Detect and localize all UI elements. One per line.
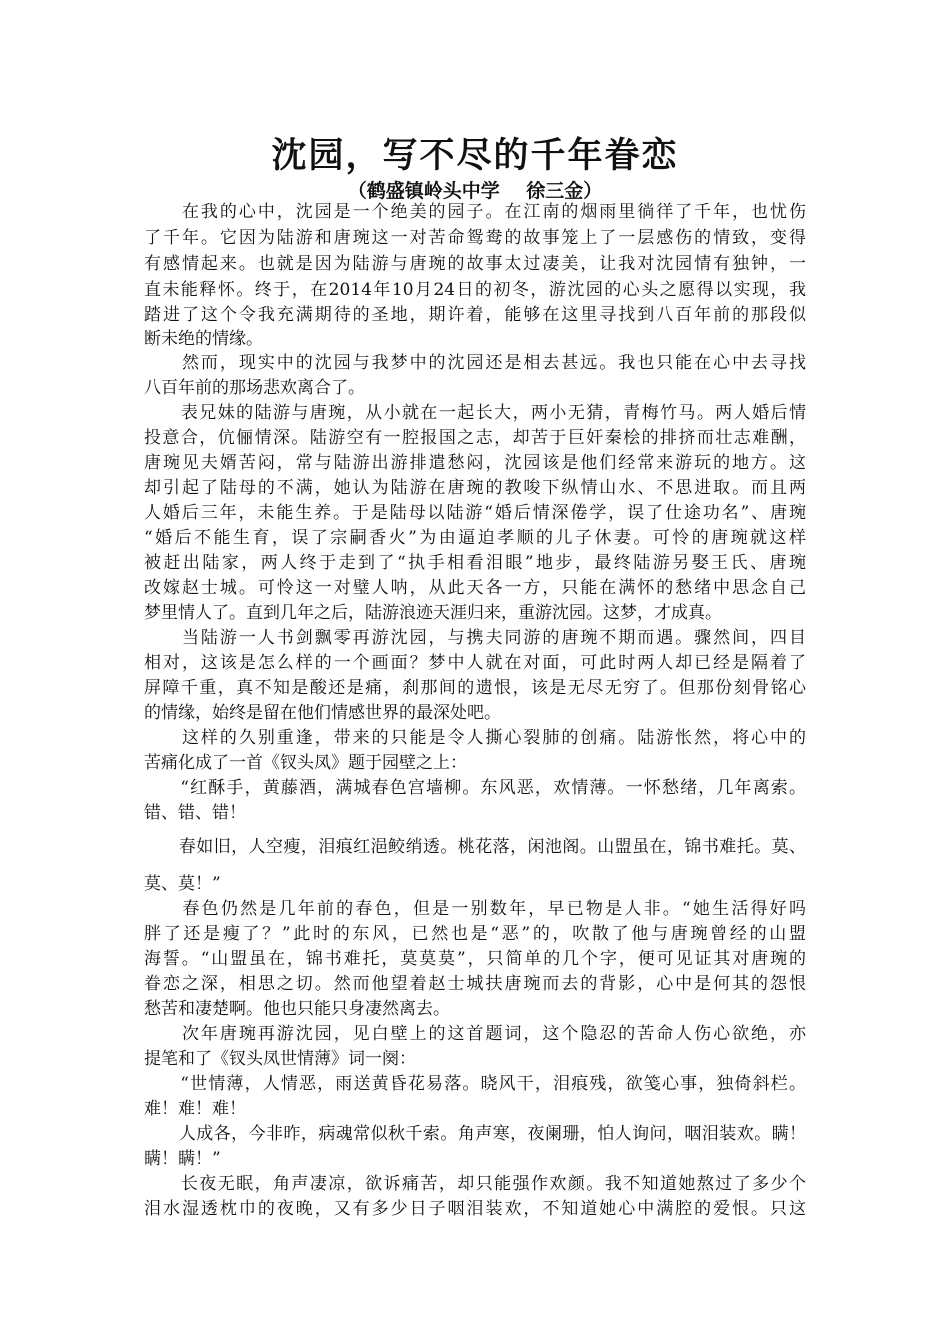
- body-line: 表兄妹的陆游与唐琬，从小就在一起长大，两小无猜，青梅竹马。两人婚后情: [144, 403, 806, 423]
- body-line: 屏障千重，真不知是酸还是痛，刹那间的遗恨，该是无尽无穷了。但那份刻骨铭心: [144, 678, 806, 698]
- body-line: 瞒！瞒！”: [144, 1149, 221, 1169]
- body-line: 有感情起来。也就是因为陆游与唐琬的故事太过凄美，让我对沈园情有独钟，一: [144, 254, 806, 274]
- body-line: “红酥手，黄藤酒，满城春色宫墙柳。东风恶，欢情薄。一怀愁绪，几年离索。: [144, 778, 806, 798]
- body-line: 投意合，伉俪情深。陆游空有一腔报国之志，却苦于巨奸秦桧的排挤而壮志难酬，: [144, 428, 806, 448]
- body-line: 的情缘，始终是留在他们情感世界的最深处吧。: [144, 703, 501, 723]
- body-line: 唐琬见夫婿苦闷，常与陆游出游排遣愁闷，沈园该是他们经常来游玩的地方。这: [144, 453, 806, 473]
- body-line: 春色仍然是几年前的春色，但是一别数年，早已物是人非。“她生活得好吗: [144, 899, 806, 919]
- author-byline: （鹤盛镇岭头中学 徐三金）: [347, 180, 603, 202]
- body-line: 愁苦和凄楚啊。他也只能只身凄然离去。: [144, 999, 450, 1019]
- body-line: 改嫁赵士城。可怜这一对璧人呐，从此天各一方，只能在满怀的愁绪中思念自己: [144, 578, 806, 598]
- body-line: “婚后不能生育，误了宗嗣香火”为由逼迫孝顺的儿子休妻。可怜的唐琬就这样: [144, 528, 806, 548]
- body-line: 被赶出陆家，两人终于走到了“执手相看泪眼”地步，最终陆游另娶王氏、唐琬: [144, 553, 806, 573]
- body-line: 错、错、错！: [144, 803, 246, 823]
- body-line: 却引起了陆母的不满，她认为陆游在唐琬的教唆下纵情山水、不思进取。而且两: [144, 478, 806, 498]
- body-line: “世情薄，人情恶，雨送黄昏花易落。晓风干，泪痕残，欲笺心事，独倚斜栏。: [144, 1074, 806, 1094]
- body-line: 八百年前的那场悲欢离合了。: [144, 378, 365, 398]
- body-line: 梦里情人了。直到几年之后，陆游浪迹天涯归来，重游沈园。这梦，才成真。: [144, 603, 722, 623]
- body-line: 人婚后三年，未能生养。于是陆母以陆游“婚后情深倦学，误了仕途功名”、唐琬: [144, 503, 806, 523]
- body-line: 长夜无眠，角声凄凉，欲诉痛苦，却只能强作欢颜。我不知道她熬过了多少个: [144, 1174, 806, 1194]
- body-line: 了千年。它因为陆游和唐琬这一对苦命鸳鸯的故事笼上了一层感伤的情致，变得: [144, 228, 806, 248]
- body-line: 苦痛化成了一首《钗头凤》题于园壁之上：: [144, 753, 467, 773]
- body-line: 然而，现实中的沈园与我梦中的沈园还是相去甚远。我也只能在心中去寻找: [144, 353, 806, 373]
- body-line: 难！难！难！: [144, 1099, 246, 1119]
- body-line: 在我的心中，沈园是一个绝美的园子。在江南的烟雨里徜徉了千年，也忧伤: [144, 202, 806, 222]
- article-title: 沈园，写不尽的千年眷恋: [271, 136, 679, 176]
- body-line: 人成各，今非昨，病魂常似秋千索。角声寒，夜阑珊，怕人询问，咽泪装欢。瞒！: [144, 1124, 806, 1144]
- body-line: 泪水湿透枕巾的夜晚，又有多少日子咽泪装欢，不知道她心中满腔的爱恨。只这: [144, 1199, 806, 1219]
- body-line: 相对，这该是怎么样的一个画面？梦中人就在对面，可此时两人却已经是隔着了: [144, 653, 806, 673]
- body-line: 次年唐琬再游沈园，见白壁上的这首题词，这个隐忍的苦命人伤心欲绝，亦: [144, 1024, 806, 1044]
- body-line: 踏进了这个令我充满期待的圣地，期许着，能够在这里寻找到八百年前的那段似: [144, 305, 806, 325]
- body-line: 直未能释怀。终于，在2014年10月24日的初冬，游沈园的心头之愿得以实现，我: [144, 280, 806, 300]
- body-line: 莫、莫！”: [144, 874, 221, 894]
- body-line: 春如旧，人空瘦，泪痕红浥鲛绡透。桃花落，闲池阁。山盟虽在，锦书难托。莫、: [144, 837, 806, 857]
- body-line: 胖了还是瘦了？”此时的东风，已然也是“恶”的，吹散了他与唐琬曾经的山盟: [144, 924, 806, 944]
- body-line: 海誓。“山盟虽在，锦书难托，莫莫莫”，只简单的几个字，便可见证其对唐琬的: [144, 949, 806, 969]
- body-line: 这样的久别重逢，带来的只能是令人撕心裂肺的创痛。陆游怅然，将心中的: [144, 728, 806, 748]
- body-line: 当陆游一人书剑飘零再游沈园，与携夫同游的唐琬不期而遇。骤然间，四目: [144, 628, 806, 648]
- body-line: 断未绝的情缘。: [144, 329, 263, 349]
- body-line: 眷恋之深，相思之切。然而他望着赵士城扶唐琬而去的背影，心中是何其的怨恨: [144, 974, 806, 994]
- body-line: 提笔和了《钗头凤世情薄》词一阕：: [144, 1049, 416, 1069]
